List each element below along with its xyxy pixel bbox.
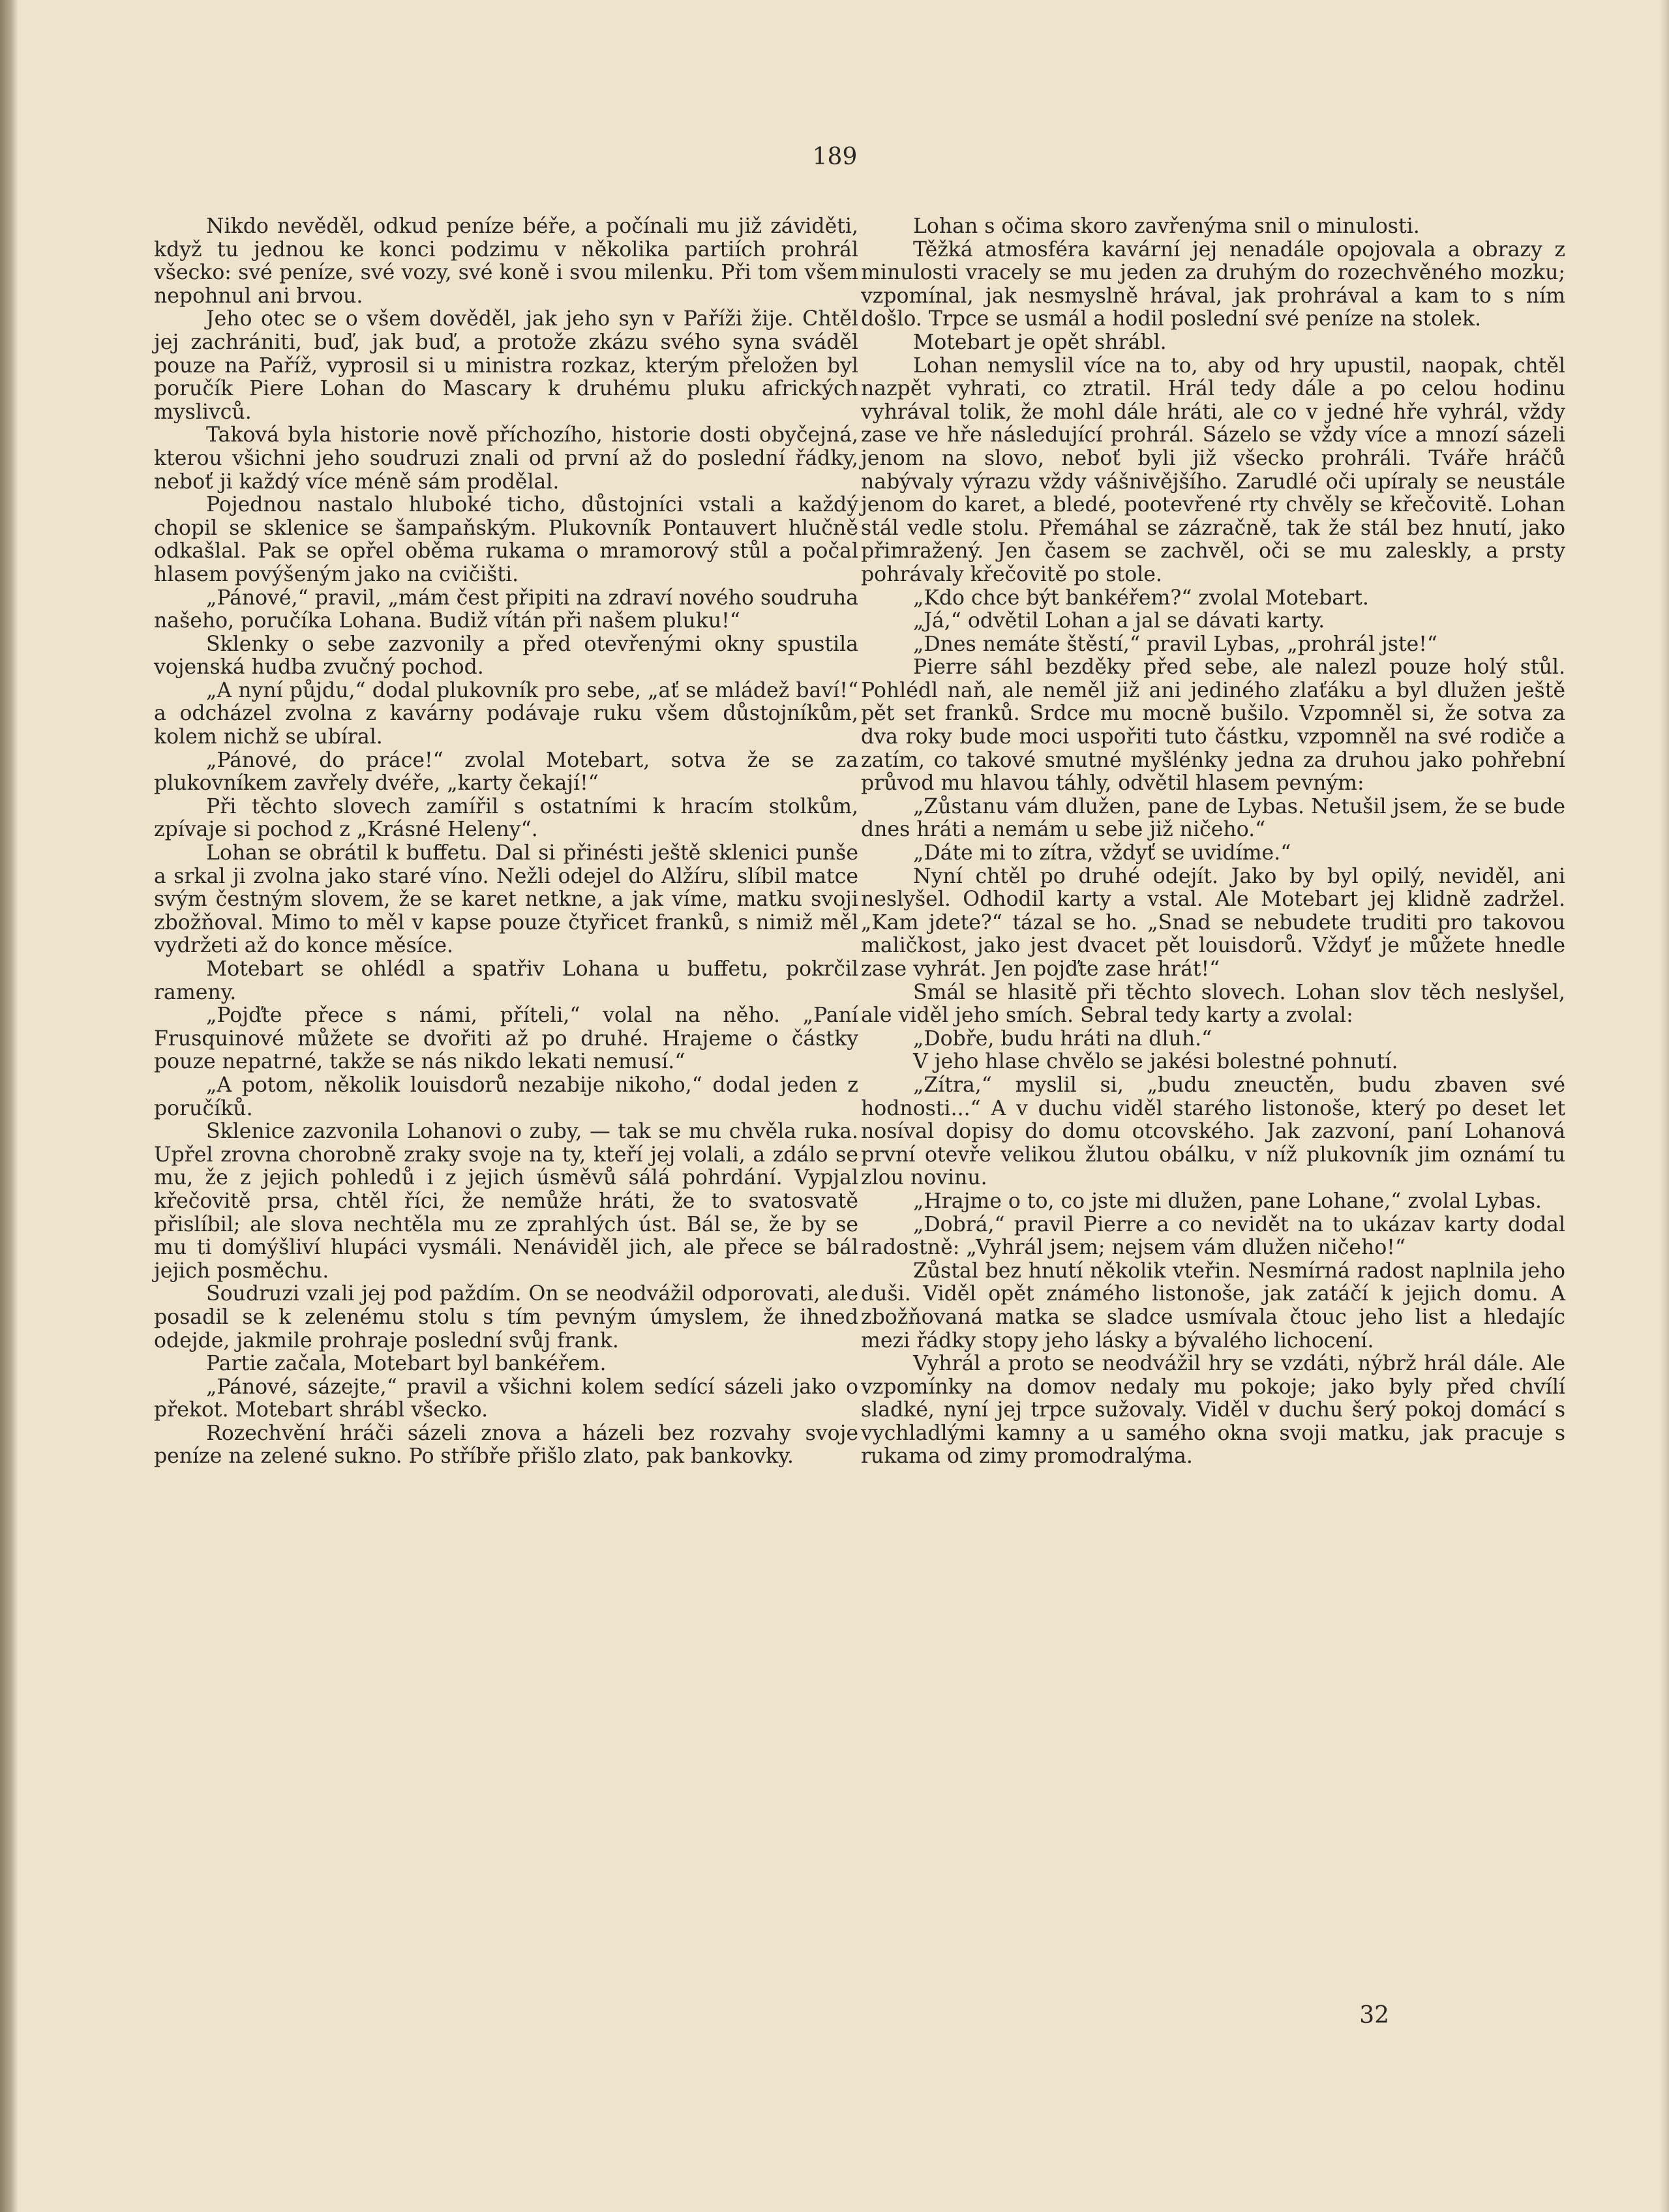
page-gutter-shadow	[0, 0, 18, 2212]
paragraph: „Já,“ odvětil Lohan a jal se dávati karty.	[913, 609, 1325, 633]
paragraph: „Pánové,“ pravil, „mám čest připiti na zdraví nového soudruha našeho, poručíka Lohana. Budiž vítán při našem pluku!“	[154, 586, 858, 633]
paragraph: „Pánové, sázejte,“ pravil a všichni kolem sedící sázeli jako o překot. Motebart shrábl všecko.	[154, 1375, 858, 1422]
paragraph: Těžká atmosféra kavární jej nenadále opojovala a obrazy z minulosti vracely se mu jeden za druhým do rozechvěného mozku; vzpomínal, jak nesmyslně hrával, jak prohrával a kam to s ním došlo. Trpce se usmál a hodil poslední své peníze na stolek.	[861, 237, 1565, 331]
paragraph: Soudruzi vzali jej pod paždím. On se neodvážil odporovati, ale posadil se k zelenému stolu s tím pevným úmyslem, že ihned odejde, jakmile prohraje poslední svůj frank.	[154, 1282, 858, 1353]
paragraph: „Pojďte přece s námi, příteli,“ volal na něho. „Paní Frusquinové můžete se dvořiti až po druhé. Hrajeme o částky pouze nepatrné, takže se nás nikdo lekati nemusí.“	[154, 1004, 858, 1074]
paragraph: Sklenice zazvonila Lohanovi o zuby, — tak se mu chvěla ruka. Upřel zrovna chorobně zraky svoje na ty, kteří jej volali, a zdálo se mu, že z jejich pohledů i z jejich úsměvů sálá pohrdání. Vypjal křečovitě prsa, chtěl říci, že nemůže hráti, že to svatosvatě přislíbil; ale slova nechtěla mu ze zprahlých úst. Bál se, že by se mu ti domýšliví hlupáci vysmáli. Nenáviděl jich, ale přece se bál jejich posměchu.	[154, 1120, 858, 1283]
paragraph: „Dáte mi to zítra, vždyť se uvidíme.“	[913, 841, 1291, 865]
paragraph: „Dobře, budu hráti na dluh.“	[913, 1026, 1212, 1051]
paragraph: Pojednou nastalo hluboké ticho, důstojníci vstali a každý chopil se sklenice se šampaňským. Plukovník Pontauvert hlučně odkašlal. Pak se opřel oběma rukama o mramorový stůl a počal hlasem povýšeným jako na cvičišti.	[154, 493, 858, 586]
paragraph: Smál se hlasitě při těchto slovech. Lohan slov těch neslyšel, ale viděl jeho smích. Sebral tedy karty a zvolal:	[861, 980, 1565, 1028]
paragraph: Nikdo nevěděl, odkud peníze béře, a počínali mu již záviděti, když tu jednou ke konci podzimu v několika partiích prohrál všecko: své peníze, své vozy, své koně i svou milenku. Při tom všem nepohnul ani brvou.	[154, 215, 858, 308]
paragraph: Vyhrál a proto se neodvážil hry se vzdáti, nýbrž hrál dále. Ale vzpomínky na domov nedaly mu pokoje; jako byly před chvílí sladké, nyní jej trpce sužovaly. Viděl v duchu šerý pokoj domácí s vychladlými kamny a u samého okna svoji matku, jak pracuje s rukama od zimy promodralýma.	[861, 1352, 1565, 1469]
paragraph: Sklenky o sebe zazvonily a před otevřenými okny spustila vojenská hudba zvučný pochod.	[154, 632, 858, 680]
paragraph: Taková byla historie nově příchozího, historie dosti obyčejná, kterou všichni jeho soudruzi znali od první až do poslední řádky, neboť ji každý více méně sám prodělal.	[154, 423, 858, 494]
paragraph: „Kdo chce být bankéřem?“ zvolal Motebart.	[913, 586, 1369, 610]
paragraph: Nyní chtěl po druhé odejít. Jako by byl opilý, neviděl, ani neslyšel. Odhodil karty a vstal. Ale Motebart jej klidně zadržel. „Kam jdete?“ tázal se ho. „Snad se nebudete truditi pro takovou maličkost, jako jest dvacet pět louisdorů. Vždyť je můžete hnedle zase vyhrát. Jen pojďte zase hrát!“	[861, 864, 1565, 981]
paragraph: Jeho otec se o všem dověděl, jak jeho syn v Paříži žije. Chtěl jej zachrániti, buď, jak buď, a protože zkázu svého syna sváděl pouze na Paříž, vyprosil si u ministra rozkaz, kterým přeložen byl poručík Piere Lohan do Mascary k druhému pluku afrických myslivců.	[154, 307, 858, 424]
paragraph: „Hrajme o to, co jste mi dlužen, pane Lohane,“ zvolal Lybas.	[913, 1189, 1542, 1213]
paragraph: Pierre sáhl bezděky před sebe, ale nalezl pouze holý stůl. Pohlédl naň, ale neměl již ani jediného zlaťáku a byl dlužen ještě pět set franků. Srdce mu mocně bušilo. Vzpomněl si, že sotva za dva roky bude moci uspořiti tuto částku, vzpomněl na své rodiče a zatím, co takové smutné myšlénky jedna za druhou jako pohřební průvod mu hlavou táhly, odvětil hlasem pevným:	[861, 655, 1565, 796]
paragraph: V jeho hlase chvělo se jakési bolestné pohnutí.	[913, 1050, 1398, 1074]
signature-mark: 32	[1359, 2002, 1389, 2029]
paragraph: Zůstal bez hnutí několik vteřin. Nesmírná radost naplnila jeho duši. Viděl opět známého listonoše, jak zatáčí k jejich domu. A zbožňovaná matka se sladce usmívala čtouc jeho list a hledajíc mezi řádky stopy jeho lásky a bývalého lichocení.	[861, 1259, 1565, 1353]
text-column-left	[154, 215, 858, 1469]
paragraph: Partie začala, Motebart byl bankéřem.	[206, 1352, 607, 1376]
page-number: 189	[812, 143, 858, 170]
paragraph: Lohan s očima skoro zavřenýma snil o minulosti.	[913, 215, 1420, 238]
paragraph: „Zítra,“ myslil si, „budu zneuctěn, budu zbaven své hodnosti...“ A v duchu viděl starého listonoše, který po deset let nosíval dopisy do domu otcovského. Jak zazvoní, paní Lohanová první otevře velikou žlutou obálku, v níž plukovník jim oznámí tu zlou novinu.	[861, 1073, 1565, 1190]
paragraph: „Dobrá,“ pravil Pierre a co nevidět na to ukázav karty dodal radostně: „Vyhrál jsem; nejsem vám dlužen ničeho!“	[861, 1212, 1565, 1260]
paragraph: „Dnes nemáte štěstí,“ pravil Lybas, „prohrál jste!“	[913, 632, 1438, 656]
paragraph: Při těchto slovech zamířil s ostatními k hracím stolkům, zpívaje si pochod z „Krásné Heleny“.	[154, 794, 858, 842]
paragraph: „Zůstanu vám dlužen, pane de Lybas. Netušil jsem, že se bude dnes hráti a nemám u sebe již ničeho.“	[861, 794, 1565, 842]
paragraph: Motebart se ohlédl a spatřiv Lohana u buffetu, pokrčil rameny.	[154, 957, 858, 1004]
text-column-right	[861, 215, 1565, 1469]
paragraph: Lohan se obrátil k buffetu. Dal si přinésti ještě sklenici punše a srkal ji zvolna jako staré víno. Nežli odejel do Alžíru, slíbil matce svým čestným slovem, že se karet netkne, a jak víme, matku svoji zbožňoval. Mimo to měl v kapse pouze čtyřicet franků, s nimiž měl vydržeti až do konce měsíce.	[154, 841, 858, 958]
paragraph: Lohan nemyslil více na to, aby od hry upustil, naopak, chtěl nazpět vyhrati, co ztratil. Hrál tedy dále a po celou hodinu vyhrával tolik, že mohl dále hráti, ale co v jedné hře vyhrál, vždy zase ve hře následující prohrál. Sázelo se vždy více a mnozí sázeli jenom na slovo, neboť byli již všecko prohráli. Tváře hráčů nabývaly výrazu vždy vášnivějšího. Zarudlé oči upíraly se neustále jenom do karet, a bledé, pootevřené rty chvěly se křečovitě. Lohan stál vedle stolu. Přemáhal se zázračně, tak že stál bez hnutí, jako přimražený. Jen časem se zachvěl, oči se mu zaleskly, a prsty pohrávaly křečovitě po stole.	[861, 353, 1565, 586]
paragraph: „A nyní půjdu,“ dodal plukovník pro sebe, „ať se mládež baví!“ a odcházel zvolna z kavárny podávaje ruku všem důstojníkům, kolem nichž se ubíral.	[154, 678, 858, 749]
paragraph: „A potom, několik louisdorů nezabije nikoho,“ dodal jeden z poručíků.	[154, 1073, 858, 1120]
paragraph: Rozechvění hráči sázeli znova a házeli bez rozvahy svoje peníze na zelené sukno. Po stříbře přišlo zlato, pak bankovky.	[154, 1421, 858, 1469]
paragraph: „Pánové, do práce!“ zvolal Motebart, sotva že se za plukovníkem zavřely dvéře, „karty čekají!“	[154, 748, 858, 796]
paragraph: Motebart je opět shrábl.	[913, 330, 1167, 354]
page-edge	[1660, 0, 1669, 2212]
